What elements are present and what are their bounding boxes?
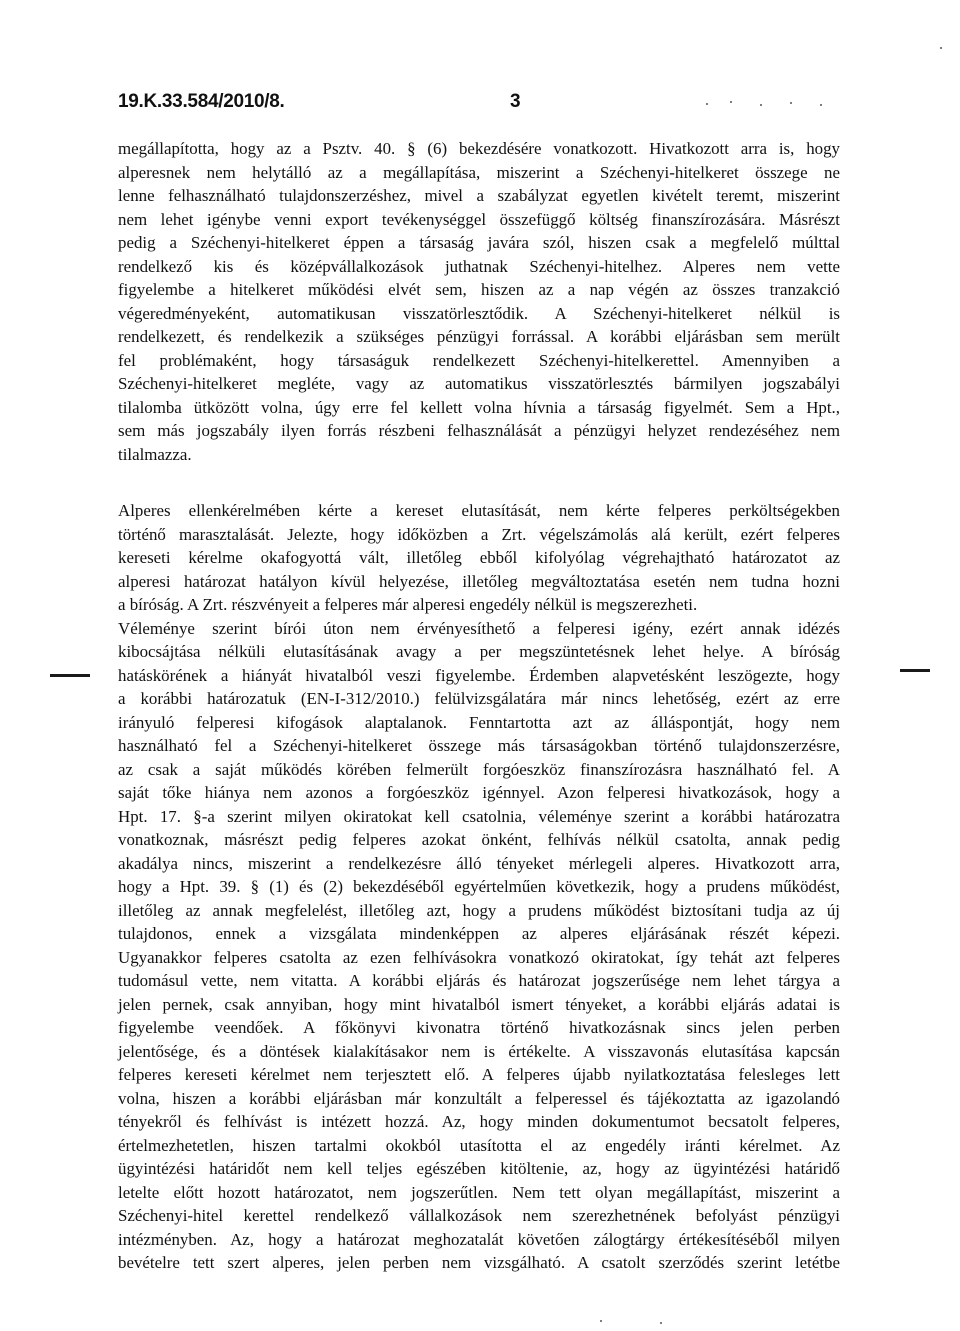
text-line: Ugyanakkor felperes csatolta az ezen felhívásokra vonatkozó okiratokat, így tehát azt felperes xyxy=(118,947,840,967)
text-line: figyelembe a hitelkeret működési elvét sem, hiszen az a nap végén az összes tranzakció xyxy=(118,280,840,299)
text-line: volna, hiszen a korábbi eljárásban már konzultált a felperessel és tájékoztatta az igazolandó xyxy=(118,1088,840,1108)
text-line: tudomásul vette, nem vitatta. A korábbi eljárás és határozat jogszerűsége nem lehet tárgya a xyxy=(118,971,840,990)
text-line: felperes kereseti kérelmet nem terjesztett elő. A felperes újabb nyilatkoztatása felesleges lett xyxy=(118,1065,840,1084)
text-line: jelen pernek, csak annyiban, hogy mint hivatalból ismert tényeket, a korábbi eljárás adatai is xyxy=(118,994,840,1014)
text-line: tilalomba ütközött volna, úgy erre fel kellett volna hívnia a társaság figyelmét. Sem a Hpt., xyxy=(118,397,840,417)
text-line: fel problémaként, hogy társaságuk rendelkezett Széchenyi-hitelkerettel. Amennyiben a xyxy=(118,350,840,370)
text-line: akadálya nincs, miszerint a rendelkezésre álló tényeket mérlegeli alperes. Hivatkozott arra, xyxy=(118,853,840,873)
text-line: figyelembe veendőek. A főkönyvi kivonatra történő hivatkozásnak sincs jelen perben xyxy=(118,1018,840,1037)
text-line: irányuló felperesi kifogások alaptalanok. Fenntartotta azt az álláspontját, hogy nem xyxy=(118,712,840,732)
text-line: illetőleg az annak megfelelést, illetőleg azt, hogy a prudens működést biztosítani tudja az új xyxy=(118,900,840,920)
text-line: az csak a saját működés körében felmerült forgóeszköz finanszírozásra használható fel. A xyxy=(118,759,840,779)
text-line: Alperes ellenkérelmében kérte a kereset elutasítását, nem kérte felperes perköltségekben xyxy=(118,501,840,520)
text-line: történő marasztalását. Jelezte, hogy időközben a Zrt. végelszámolás alá került, ezért felperes xyxy=(118,524,840,544)
text-line: a korábbi határozatuk (EN-I-312/2010.) felülvizsgálatára már nincs lehetőség, ezért az erre xyxy=(118,689,840,708)
text-line: tulajdonos, ennek a vizsgálata mindenképpen az alperes eljárásának részét képezi. xyxy=(118,924,840,943)
text-line: hogy a Hpt. 39. § (1) és (2) bekezdéséből egyértelműen következik, hogy a prudens működést, xyxy=(118,877,840,896)
text-line: Széchenyi-hitelkeret megléte, vagy az automatikus visszatörlesztés bármilyen jogszabályi xyxy=(118,374,840,393)
text-line: saját tőke hiánya nem azonos a forgóeszköz igénnyel. Azon felperesi hivatkozások, hogy a xyxy=(118,783,840,802)
text-line: értelmezhetetlen, hiszen tartalmi okokból utasította el az engedély iránti kérelmet. Az xyxy=(118,1135,840,1155)
text-line: tilalmazza. xyxy=(118,444,192,464)
text-line: pedig a Széchenyi-hitelkeret éppen a társaság javára szól, hiszen csak a megfelelő múlttal xyxy=(118,233,840,252)
paragraph-1 xyxy=(118,137,840,466)
text-line: rendelkezett, és rendelkezik a szükséges pénzügyi forrással. A korábbi eljárásban sem merült xyxy=(118,327,840,346)
text-line: megállapította, hogy az a Psztv. 40. § (6) bekezdésére vonatkozott. Hivatkozott arra is, hogy xyxy=(118,139,840,158)
text-line: a bíróság. A Zrt. részvényeit a felperes már alperesi engedély nélkül is megszerezheti. xyxy=(118,595,698,614)
text-line: letelte előtt hozott határozatot, nem jogszerűtlen. Nem tett olyan megállapítást, miszerint a xyxy=(118,1182,840,1202)
text-line: intézményben. Az, hogy a határozat meghozatalát követően zálogtárgy értékesítéséből milyen xyxy=(118,1229,840,1249)
paragraph-gap xyxy=(118,466,840,499)
document-reference: 19.K.33.584/2010/8. xyxy=(118,91,285,112)
paragraph-2 xyxy=(118,499,840,1275)
text-line: alperesnek nem helytálló az a megállapítása, miszerint a Széchenyi-hitelkeret összege ne xyxy=(118,162,840,182)
text-line: jelentősége, és a döntések kialakításakor nem is értékelte. A visszavonás elutasítása kapcsán xyxy=(118,1041,840,1061)
text-line: tényekről és felhívást is intézett hozzá. Az, hogy minden dokumentumot becsatolt felperes, xyxy=(118,1112,840,1131)
text-line: kereseti kérelme okafogyottá vált, illetőleg ebből kifolyólag végrehajtható határozatot az xyxy=(118,548,840,567)
text-line: Hpt. 17. §-a szerint milyen okiratokat kell csatolnia, véleménye szerint a korábbi határozatra xyxy=(118,806,840,826)
scan-speck xyxy=(730,101,732,103)
text-line: bevételre tett szert alperes, jelen perben nem vizsgálható. A csatolt szerződés szerint letétbe xyxy=(118,1253,840,1272)
text-line: vonatkoznak, másrészt pedig felperes azokat önként, felhívás nélkül csatolta, annak pedig xyxy=(118,830,840,849)
scan-speck xyxy=(660,1322,662,1324)
text-line: alperesi határozat hatályon kívül helyezése, illetőleg megváltoztatása esetén nem tudna hozni xyxy=(118,571,840,591)
scan-speck xyxy=(820,104,822,106)
scan-speck xyxy=(706,103,708,105)
text-line: rendelkező kis és középvállalkozások juthatnak Széchenyi-hitelhez. Alperes nem vette xyxy=(118,256,840,276)
text-line: lenne felhasználható tulajdonszerzéshez, mivel a szabályzat egyetlen kivételt teremt, miszerint xyxy=(118,186,840,205)
scan-speck xyxy=(940,47,942,49)
text-line: nem lehet igénybe venni export tevékenységgel összefüggő költség finanszírozására. Másrészt xyxy=(118,209,840,229)
text-line: Széchenyi-hitel kerettel rendelkező vállalkozások nem szerezhetnének befolyást pénzügyi xyxy=(118,1206,840,1225)
text-line: kibocsájtása nélküli elutasításának avagy a per megszüntetésnek lehet helye. A bíróság xyxy=(118,642,840,661)
text-line: végeredményeként, automatikusan visszatörlesztődik. A Széchenyi-hitelkeret nélkül is xyxy=(118,303,840,323)
text-line: használható fel a Széchenyi-hitelkeret összege más társaságokban történő tulajdonszerzésre, xyxy=(118,736,840,755)
document-body xyxy=(118,137,840,1275)
scan-speck xyxy=(790,102,792,104)
page-number: 3 xyxy=(510,91,521,112)
scan-artifact-left-dash xyxy=(50,674,90,677)
scan-speck xyxy=(760,104,762,106)
text-line: Véleménye szerint bírói úton nem érvényesíthető a felperesi igény, ezért annak idézés xyxy=(118,618,840,638)
text-line: ügyintézési határidőt nem kell teljes egészében kitöltenie, az, hogy az ügyintézési határidő xyxy=(118,1159,840,1178)
scan-speck xyxy=(600,1320,602,1322)
text-line: sem más jogszabály ilyen forrás részbeni felhasználását a pénzügyi helyzet rendezéséhez nem xyxy=(118,421,840,440)
scan-artifact-right-dash xyxy=(900,669,930,672)
page-header xyxy=(118,91,838,121)
text-line: hatáskörének a hiányát hivatalból veszi figyelembe. Érdemben alapvetésként leszögezte, hogy xyxy=(118,665,840,685)
